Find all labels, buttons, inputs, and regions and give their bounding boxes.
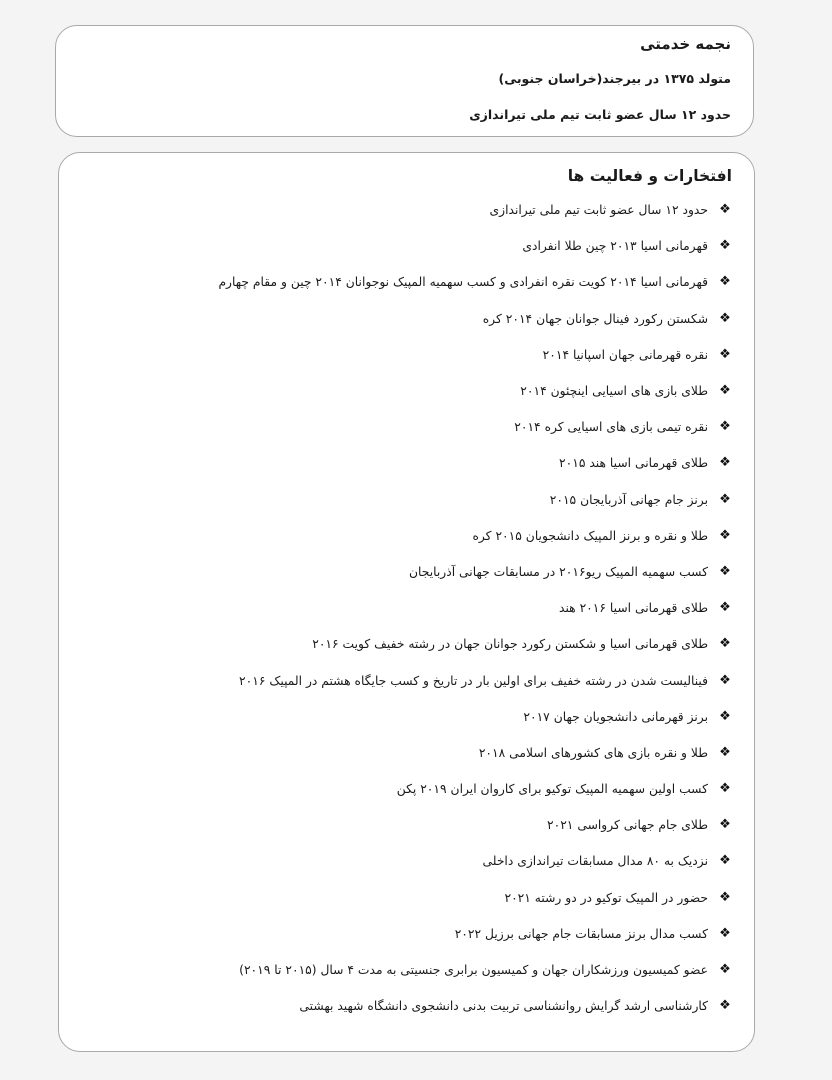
achievement-text: طلای قهرمانی اسیا هند ۲۰۱۵: [559, 456, 708, 471]
diamond-bullet-icon: ❖: [719, 383, 731, 399]
bio-card: [55, 25, 754, 137]
list-item: [81, 626, 732, 662]
list-item: [81, 699, 732, 735]
diamond-bullet-icon: ❖: [719, 310, 731, 326]
list-item: [81, 662, 732, 698]
achievement-text: حدود ۱۲ سال عضو ثابت تیم ملی تیراندازی: [489, 203, 708, 218]
achievement-text: طلای قهرمانی اسیا ۲۰۱۶ هند: [559, 601, 708, 616]
diamond-bullet-icon: ❖: [719, 202, 731, 218]
achievement-text: قهرمانی اسیا ۲۰۱۳ چین طلا انفرادی: [522, 239, 708, 254]
diamond-bullet-icon: ❖: [719, 238, 731, 254]
diamond-bullet-icon: ❖: [719, 817, 731, 833]
diamond-bullet-icon: ❖: [719, 781, 731, 797]
diamond-bullet-icon: ❖: [719, 889, 731, 905]
diamond-bullet-icon: ❖: [719, 346, 731, 362]
diamond-bullet-icon: ❖: [719, 672, 731, 688]
achievements-title: افتخارات و فعالیت ها: [567, 167, 732, 185]
list-item: [81, 988, 732, 1024]
achievement-text: طلای قهرمانی اسیا و شکستن رکورد جوانان جهان در رشته خفیف کویت ۲۰۱۶: [312, 637, 708, 652]
achievement-text: کسب اولین سهمیه المپیک توکیو برای کاروان ایران ۲۰۱۹ پکن: [396, 782, 708, 797]
athlete-name: نجمه خدمتی: [640, 35, 731, 53]
list-item: [81, 843, 732, 879]
list-item: [81, 952, 732, 988]
diamond-bullet-icon: ❖: [719, 744, 731, 760]
diamond-bullet-icon: ❖: [719, 962, 731, 978]
list-item: [81, 735, 732, 771]
list-item: [81, 880, 732, 916]
achievement-text: شکستن رکورد فینال جوانان جهان ۲۰۱۴ کره: [482, 311, 708, 326]
diamond-bullet-icon: ❖: [719, 455, 731, 471]
achievement-text: برنز جام جهانی آذربایجان ۲۰۱۵: [549, 492, 708, 507]
diamond-bullet-icon: ❖: [719, 527, 731, 543]
achievement-text: قهرمانی اسیا ۲۰۱۴ کویت نقره انفرادی و کسب سهمیه المپیک نوجوانان ۲۰۱۴ چین و مقام چهارم: [218, 275, 708, 290]
list-item: [81, 192, 732, 228]
achievement-text: فینالیست شدن در رشته خفیف برای اولین بار در تاریخ و کسب جایگاه هشتم در المپیک ۲۰۱۶: [239, 673, 708, 688]
diamond-bullet-icon: ❖: [719, 853, 731, 869]
achievement-text: کسب مدال برنز مسابقات جام جهانی برزیل ۲۰۲۲: [454, 926, 708, 941]
diamond-bullet-icon: ❖: [719, 636, 731, 652]
list-item: [81, 590, 732, 626]
list-item: [81, 337, 732, 373]
diamond-bullet-icon: ❖: [719, 925, 731, 941]
diamond-bullet-icon: ❖: [719, 419, 731, 435]
diamond-bullet-icon: ❖: [719, 998, 731, 1014]
diamond-bullet-icon: ❖: [719, 491, 731, 507]
list-item: [81, 409, 732, 445]
achievement-text: کارشناسی ارشد گرایش روانشناسی تربیت بدنی دانشجوی دانشگاه شهید بهشتی: [299, 999, 708, 1014]
list-item: [81, 554, 732, 590]
list-item: [81, 445, 732, 481]
diamond-bullet-icon: ❖: [719, 274, 731, 290]
list-item: [81, 301, 732, 337]
achievement-text: کسب سهمیه المپیک ریو۲۰۱۶ در مسابقات جهانی آذربایجان: [408, 564, 708, 579]
achievement-text: نقره تیمی بازی های اسیایی کره ۲۰۱۴: [514, 420, 708, 435]
diamond-bullet-icon: ❖: [719, 708, 731, 724]
achievement-text: حضور در المپیک توکیو در دو رشته ۲۰۲۱: [504, 890, 708, 905]
list-item: [81, 807, 732, 843]
list-item: [81, 916, 732, 952]
birth-info: متولد ۱۳۷۵ در بیرجند(خراسان جنوبی): [498, 71, 731, 86]
achievements-card: [58, 152, 755, 1052]
list-item: [81, 264, 732, 300]
list-item: [81, 228, 732, 264]
list-item: [81, 518, 732, 554]
achievements-list: [81, 192, 732, 1024]
list-item: [81, 771, 732, 807]
achievement-text: نقره قهرمانی جهان اسپانیا ۲۰۱۴: [542, 347, 708, 362]
list-item: [81, 482, 732, 518]
list-item: [81, 373, 732, 409]
achievement-text: برنز قهرمانی دانشجویان جهان ۲۰۱۷: [523, 709, 708, 724]
achievement-text: طلا و نقره و برنز المپیک دانشجویان ۲۰۱۵ کره: [472, 528, 708, 543]
team-membership: حدود ۱۲ سال عضو ثابت تیم ملی تیراندازی: [469, 107, 731, 122]
achievement-text: طلا و نقره بازی های کشورهای اسلامی ۲۰۱۸: [478, 745, 708, 760]
achievement-text: عضو کمیسیون ورزشکاران جهان و کمیسیون برابری جنسیتی به مدت ۴ سال (۲۰۱۵ تا ۲۰۱۹): [239, 963, 708, 978]
diamond-bullet-icon: ❖: [719, 563, 731, 579]
achievement-text: طلای بازی های اسیایی اینچئون ۲۰۱۴: [520, 384, 708, 399]
achievement-text: طلای جام جهانی کرواسی ۲۰۲۱: [546, 818, 708, 833]
achievement-text: نزدیک به ۸۰ مدال مسابقات تیراندازی داخلی: [482, 854, 708, 869]
diamond-bullet-icon: ❖: [719, 600, 731, 616]
